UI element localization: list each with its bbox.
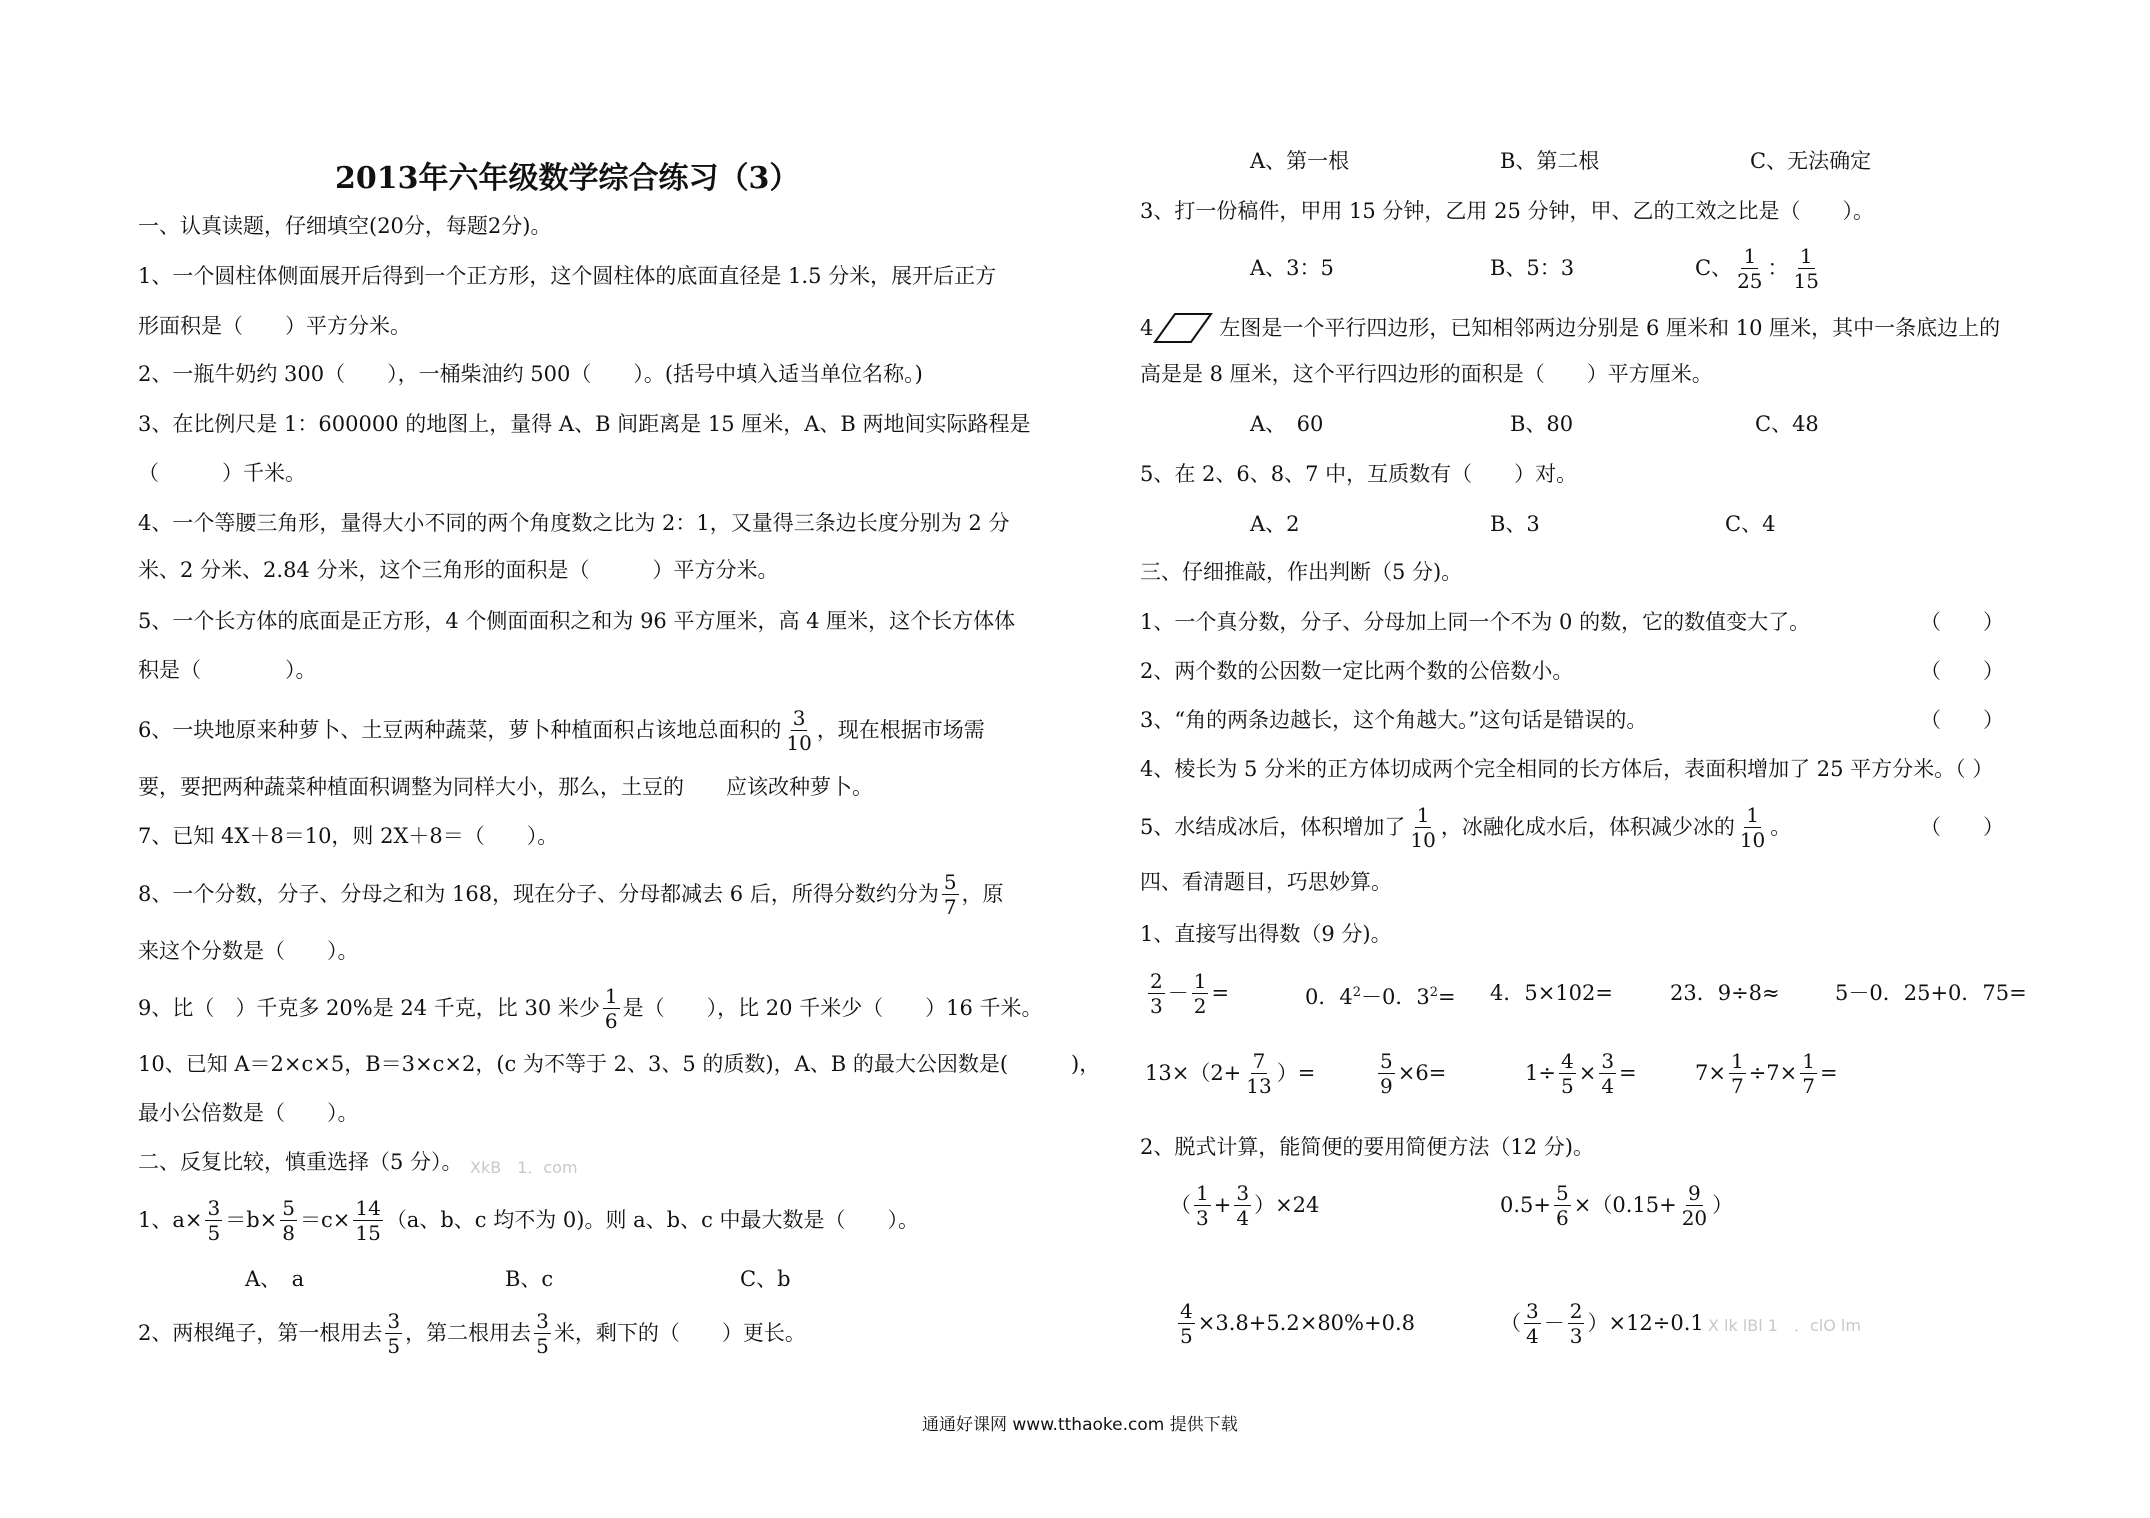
s2-q3-option-c: C、 $\frac{1}{25}$ ： $\frac{1}{15}$ [1695, 243, 1819, 293]
fraction: $\frac{3}{4}$ [1526, 1298, 1539, 1348]
fraction: $\frac{1}{15}$ [1793, 243, 1819, 293]
s3-q4: 4、棱长为 5 分米的正方体切成两个完全相同的长方体后，表面积增加了 25 平方分米。（ ） [1140, 757, 1994, 781]
fraction: $\frac{3}{5}$ [387, 1308, 401, 1358]
q10-line1: 10、已知 A＝2×c×5，B＝3×c×2，(c 为不等于 2、3、5 的质数)，A、B 的最大公因数是( )， [138, 1052, 1101, 1076]
expr-8: 1÷ $\frac{4}{5}$ × $\frac{3}{4}$ = [1525, 1048, 1637, 1098]
fraction: $\frac{9}{20}$ [1681, 1180, 1708, 1230]
s2-q5-option-c: C、4 [1725, 512, 1776, 536]
expr-7: $\frac{5}{9}$ ×6= [1380, 1048, 1447, 1098]
s2-q5-option-b: B、3 [1490, 512, 1540, 536]
expr-2: 0．$4^2-0$．$3^2=$ [1305, 985, 1456, 1009]
calc-2: 0.5+ $\frac{5}{6}$ ×（0.15+ $\frac{9}{20}$ ） [1500, 1180, 1734, 1230]
expr-4: 23．9÷8≈ [1670, 981, 1780, 1005]
s2-q2-option-b: B、第二根 [1500, 149, 1600, 173]
s2-q5-option-a: A、2 [1250, 512, 1300, 536]
fraction: $\frac{1}{3}$ [1196, 1180, 1209, 1230]
fraction: $\frac{1}{25}$ [1737, 243, 1763, 293]
fraction: $\frac{1}{10}$ [1410, 802, 1436, 852]
fraction: $\frac{5}{8}$ [282, 1195, 295, 1245]
q3-line1: 3、在比例尺是 1：600000 的地图上，量得 A、B 间距离是 15 厘米，A、B 两地间实际路程是 [138, 412, 1031, 436]
s2-q5: 5、在 2、6、8、7 中，互质数有（ ）对。 [1140, 462, 1578, 486]
fraction: $\frac{1}{7}$ [1730, 1048, 1744, 1098]
fraction: $\frac{3}{5}$ [207, 1195, 221, 1245]
calc-4: （ $\frac{3}{4}$ － $\frac{2}{3}$ ）×12÷0.1 [1500, 1298, 1704, 1348]
fraction: $\frac{4}{5}$ [1560, 1048, 1574, 1098]
s3-q5: 5、水结成冰后，体积增加了 $\frac{1}{10}$ ，冰融化成水后，体积减少冰的 $\frac{1}{10}$ 。 [1140, 802, 1792, 852]
q8-line1: 8、一个分数，分子、分母之和为 168，现在分子、分母都减去 6 后，所得分数约分为 $\frac{5}{7}$ ，原 [138, 869, 1004, 919]
q1-line2: 形面积是（ ）平方分米。 [138, 314, 411, 338]
s2-q3: 3、打一份稿件，甲用 15 分钟，乙用 25 分钟，甲、乙的工效之比是（ ）。 [1140, 199, 1875, 223]
section1-heading: 一、认真读题，仔细填空(20分，每题2分)。 [138, 214, 552, 238]
fraction: $\frac{7}{13}$ [1246, 1048, 1272, 1098]
footer: 通通好课网 www.tthaoke.com 提供下载 [922, 1415, 1238, 1435]
fraction: $\frac{3}{10}$ [786, 705, 812, 755]
s4-sub1: 1、直接写出得数（9 分)。 [1140, 922, 1392, 946]
q5-line1: 5、一个长方体的底面是正方形，4 个侧面面积之和为 96 平方厘米，高 4 厘米，这个长方体体 [138, 609, 1016, 633]
q4-line2: 米、2 分米、2.84 分米，这个三角形的面积是（ ）平方分米。 [138, 558, 779, 582]
fraction: $\frac{2}{3}$ [1150, 968, 1163, 1018]
answer-paren: （ ） [1920, 610, 2004, 634]
fraction: $\frac{5}{6}$ [1556, 1180, 1569, 1230]
q4-line1: 4、一个等腰三角形，量得大小不同的两个角度数之比为 2：1，又量得三条边长度分别为 2 分 [138, 511, 1010, 535]
q10-line2: 最小公倍数是（ ）。 [138, 1101, 359, 1125]
s2-q4-option-b: B、80 [1510, 412, 1574, 436]
s2-q2: 2、两根绳子，第一根用去 $\frac{3}{5}$ ，第二根用去 $\frac{3}{5}$ 米，剩下的（ ）更长。 [138, 1308, 806, 1358]
expr-9: 7× $\frac{1}{7}$ ÷7× $\frac{1}{7}$ = [1695, 1048, 1838, 1098]
expr-1: $\frac{2}{3}$ － $\frac{1}{2}$ = [1150, 968, 1230, 1018]
q7: 7、已知 4X＋8＝10，则 2X＋8＝（ ）。 [138, 824, 559, 848]
answer-paren: （ ） [1920, 708, 2004, 732]
calc-3: $\frac{4}{5}$ ×3.8+5.2×80%+0.8 [1180, 1298, 1415, 1348]
q6-line1: 6、一块地原来种萝卜、土豆两种蔬菜，萝卜种植面积占该地总面积的 $\frac{3}{10}$ ，现在根据市场需 [138, 705, 985, 755]
s2-q4-line2: 高是是 8 厘米，这个平行四边形的面积是（ ）平方厘米。 [1140, 362, 1713, 386]
q3-line2: （ ）千米。 [138, 461, 306, 485]
fraction: $\frac{14}{15}$ [355, 1195, 381, 1245]
s2-q1: 1、a× $\frac{3}{5}$ ＝b× $\frac{5}{8}$ ＝c× $\frac{14}{15}$ （a、b、c 均不为 0)。则 a、b、c 中最大数是（ ）。 [138, 1195, 920, 1245]
fraction: $\frac{5}{9}$ [1380, 1048, 1393, 1098]
q9: 9、比（ ）千克多 20%是 24 千克，比 30 米少 $\frac{1}{6}$ 是（ ），比 20 千米少（ ）16 千米。 [138, 983, 1043, 1033]
section2-heading: 二、反复比较，慎重选择（5 分）。 [138, 1150, 463, 1174]
s2-q3-option-a: A、3：5 [1250, 256, 1334, 280]
watermark: XkB 1．com [470, 1158, 578, 1177]
section4-heading: 四、看清题目，巧思妙算。 [1140, 870, 1392, 894]
parallelogram-icon [1153, 312, 1213, 344]
section3-heading: 三、仔细推敲，作出判断（5 分)。 [1140, 560, 1463, 584]
expr-3: 4．5×102= [1490, 981, 1613, 1005]
fraction: $\frac{4}{5}$ [1180, 1298, 1193, 1348]
fraction: $\frac{2}{3}$ [1569, 1298, 1583, 1348]
q8-line2: 来这个分数是（ ）。 [138, 939, 359, 963]
answer-paren: （ ） [1920, 659, 2004, 683]
s3-q2: 2、两个数的公因数一定比两个数的公倍数小。 [1140, 659, 1574, 683]
s3-q3: 3、“角的两条边越长，这个角越大。”这句话是错误的。 [1140, 708, 1648, 732]
expr-6: 13×（2+ $\frac{7}{13}$ ）= [1145, 1048, 1316, 1098]
page-title: 2013年六年级数学综合练习（3） [335, 161, 800, 196]
q5-line2: 积是（ ）。 [138, 658, 317, 682]
expr-5: 5－0．25+0．75= [1835, 981, 2027, 1005]
q1-line1: 1、一个圆柱体侧面展开后得到一个正方形，这个圆柱体的底面直径是 1.5 分米，展开后正方 [138, 264, 997, 288]
fraction: $\frac{3}{4}$ [1236, 1180, 1250, 1230]
calc-1: （ $\frac{1}{3}$ + $\frac{3}{4}$ ）×24 [1170, 1180, 1320, 1230]
fraction: $\frac{3}{4}$ [1601, 1048, 1615, 1098]
fraction: $\frac{1}{2}$ [1193, 968, 1207, 1018]
fraction: $\frac{1}{7}$ [1802, 1048, 1815, 1098]
watermark: X lk lBl 1 ．clO lm [1708, 1316, 1861, 1335]
answer-paren: （ ） [1920, 815, 2004, 839]
s2-q1-option-c: C、b [740, 1267, 791, 1291]
s2-q1-option-a: A、 a [245, 1267, 305, 1291]
q6-line2: 要，要把两种蔬菜种植面积调整为同样大小，那么，土豆的 应该改种萝卜。 [138, 775, 873, 799]
s2-q4-line1: 4 左图是一个平行四边形，已知相邻两边分别是 6 厘米和 10 厘米，其中一条底边上的 [1140, 312, 2000, 344]
s2-q4-option-c: C、48 [1755, 412, 1819, 436]
fraction: $\frac{3}{5}$ [536, 1308, 549, 1358]
s2-q4-option-a: A、 60 [1250, 412, 1324, 436]
q2: 2、一瓶牛奶约 300（ ），一桶柴油约 500（ ）。(括号中填入适当单位名称。) [138, 362, 923, 386]
fraction: $\frac{5}{7}$ [943, 869, 957, 919]
fraction: $\frac{1}{6}$ [604, 983, 618, 1033]
s2-q2-option-a: A、第一根 [1250, 149, 1350, 173]
s2-q1-option-b: B、c [505, 1267, 554, 1291]
s3-q1: 1、一个真分数，分子、分母加上同一个不为 0 的数，它的数值变大了。 [1140, 610, 1811, 634]
fraction: $\frac{1}{10}$ [1739, 802, 1766, 852]
s2-q3-option-b: B、5：3 [1490, 256, 1575, 280]
s4-sub2: 2、脱式计算，能简便的要用简便方法（12 分)。 [1140, 1135, 1594, 1159]
s2-q2-option-c: C、无法确定 [1750, 149, 1872, 173]
